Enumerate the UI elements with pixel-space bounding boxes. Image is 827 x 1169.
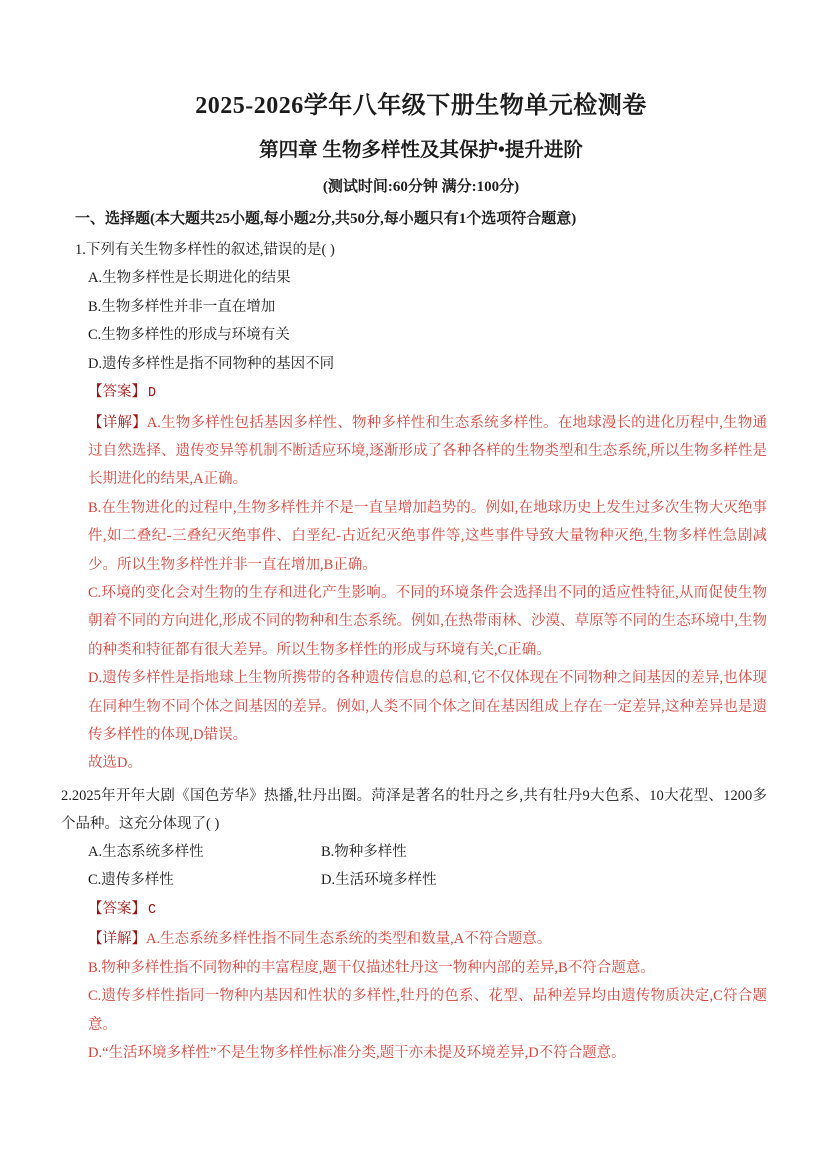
explanation-text: A.生物多样性包括基因多样性、物种多样性和生态系统多样性。在地球漫长的进化历程中,生物通过自然选择、遗传变异等机制不断适应环境,逐渐形成了各种各样的生物类型和生态系统,所以生物多样性是长期进化的结果,A正确。	[88, 414, 768, 488]
question-2-explanation-a	[88, 925, 767, 953]
question-2-stem: 2.2025年开年大剧《国色芳华》热播,牡丹出圈。菏泽是著名的牡丹之乡,共有牡丹9大色系、10大花型、1200多个品种。这充分体现了( )	[61, 787, 767, 832]
chapter-title: 第四章 生物多样性及其保护•提升进阶	[259, 140, 583, 161]
question-2-explanation-c: C.遗传多样性指同一物种内基因和性状的多样性,牡丹的色系、花型、品种差异均由遗传物质决定,C符合题意。	[88, 988, 767, 1033]
section-heading: 一、选择题(本大题共25小题,每小题2分,共50分,每小题只有1个选项符合题意)	[75, 211, 577, 227]
question-1	[75, 236, 767, 778]
answer-label: 【答案】	[88, 384, 146, 400]
question-2-explanation-b: B.物种多样性指不同物种的丰富程度,题干仅描述牡丹这一物种内部的差异,B不符合题意。	[88, 959, 655, 976]
question-1-explanation-c: C.环境的变化会对生物的生存和进化产生影响。不同的环境条件会选择出不同的适应性特征,从而促使生物朝着不同的方向进化,形成不同的物种和生态系统。例如,在热带雨林、沙漠、草原等不同的生态环境中,生物的种类和特征都有很大差异。所以生物多样性的形成与环境有关,C正确。	[88, 584, 767, 658]
answer-value: C	[148, 902, 157, 918]
question-2-option-b: B.物种多样性	[321, 843, 407, 860]
question-1-option-b: B.生物多样性并非一直在增加	[88, 298, 276, 315]
question-1-answer	[88, 378, 767, 409]
question-1-option-a: A.生物多样性是长期进化的结果	[88, 270, 291, 286]
question-2	[61, 782, 767, 1068]
question-1-explanation-d: D.遗传多样性是指地球上生物所携带的各种遗传信息的总和,它不仅体现在不同物种之间基因的差异,也体现在同种生物不同个体之间基因的差异。例如,人类不同个体之间在基因组成上存在一定差异,这种差异也是遗传多样性的体现,D错误。	[88, 670, 767, 743]
explanation-label: 【详解】	[88, 414, 147, 431]
question-2-option-c: C.遗传多样性	[88, 872, 174, 889]
question-1-explanation-b: B.在生物进化的过程中,生物多样性并不是一直呈增加趋势的。例如,在地球历史上发生过多次生物大灭绝事件,如二叠纪-三叠纪灭绝事件、白垩纪-古近纪灭绝事件等,这些事件导致大量物种灭绝,生物多样性急剧减少。所以生物多样性并非一直在增加,B正确。	[88, 499, 767, 573]
answer-value: D	[148, 386, 157, 401]
question-1-option-d: D.遗传多样性是指不同物种的基因不同	[88, 355, 335, 372]
page-title: 2025-2026学年八年级下册生物单元检测卷	[195, 93, 647, 119]
question-1-option-c: C.生物多样性的形成与环境有关	[88, 327, 290, 343]
question-2-answer	[88, 895, 767, 926]
question-1-conclusion: 故选D。	[88, 755, 142, 772]
question-2-options	[88, 838, 767, 895]
question-2-explanation-d: D.“生活环境多样性”不是生物多样性标准分类,题干亦未提及环境差异,D不符合题意。	[88, 1044, 626, 1061]
question-1-stem: 1.下列有关生物多样性的叙述,错误的是( )	[75, 242, 335, 258]
explanation-text: A.生态系统多样性指不同生态系统的类型和数量,A不符合题意。	[146, 931, 552, 948]
test-info-line: (测试时间:60分钟 满分:100分)	[322, 179, 520, 195]
explanation-label: 【详解】	[88, 931, 146, 948]
answer-label: 【答案】	[88, 900, 146, 917]
question-1-explanation-a	[88, 409, 767, 494]
question-2-option-d: D.生活环境多样性	[321, 872, 437, 889]
question-2-option-a: A.生态系统多样性	[88, 843, 204, 860]
